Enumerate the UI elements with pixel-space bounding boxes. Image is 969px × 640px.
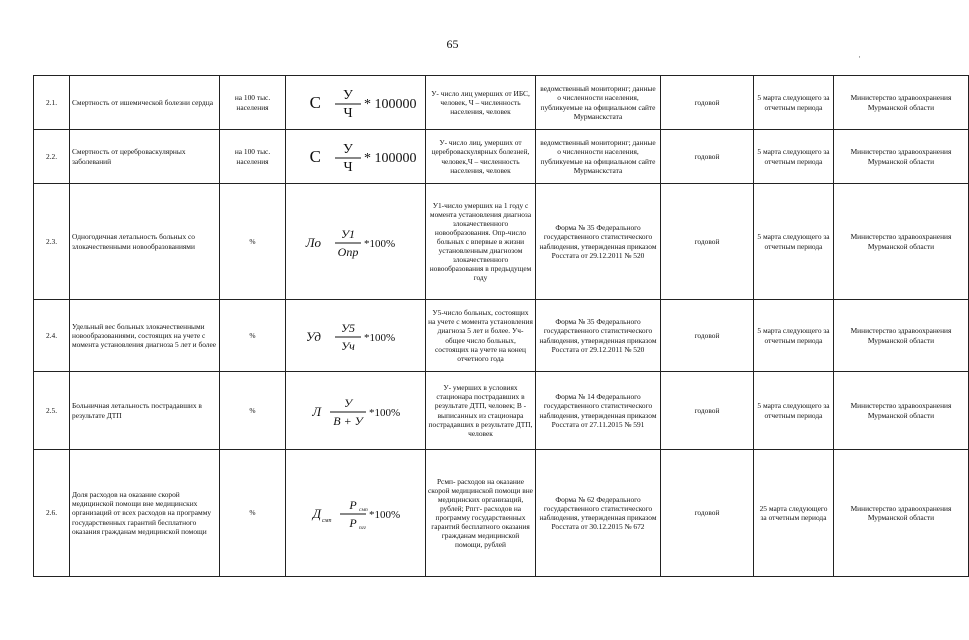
formula	[286, 130, 426, 184]
deadline: 5 марта следующего за отчетным периода	[754, 130, 834, 184]
frequency: годовой	[661, 450, 754, 577]
formula-text: В + У	[332, 413, 363, 428]
formula-text: Ч	[342, 159, 353, 175]
table-row	[34, 372, 969, 450]
formula-text: С	[309, 146, 321, 166]
formula-text: *100%	[368, 509, 400, 521]
responsible-body: Министерство здравоохранения Мурманской области	[834, 76, 969, 130]
indicator-name: Одногодичная летальность больных со злокачественными новообразованиями	[70, 184, 220, 300]
formula-text: *100%	[368, 406, 400, 419]
data-source: Форма № 62 Федерального государственного статистического наблюдения, утвержденная приказом Росстата от 30.12.2015 № 672	[536, 450, 661, 577]
frequency: годовой	[661, 300, 754, 372]
formula-graphic	[291, 81, 421, 125]
formula-description: У- число лиц умерших от ИБС, человек, Ч – численность населения, человек	[426, 76, 536, 130]
formula-text: Опр	[337, 244, 358, 259]
formula-text: Д	[312, 506, 321, 521]
table-row	[34, 184, 969, 300]
page-mark: ·	[858, 52, 861, 62]
frequency: годовой	[661, 372, 754, 450]
responsible-body: Министерство здравоохранения Мурманской области	[834, 184, 969, 300]
formula-text: Уд	[305, 328, 321, 344]
deadline: 5 марта следующего за отчетным периода	[754, 372, 834, 450]
data-source: ведомственный мониторинг; данные о численности населения, публикуемые на официальном сайте Мурманскстата	[536, 130, 661, 184]
data-source: ведомственный мониторинг; данные о численности населения, публикуемые на официальном сайте Мурманскстата	[536, 76, 661, 130]
deadline: 25 марта следующего за отчетным периода	[754, 450, 834, 577]
formula-text: смп	[321, 518, 331, 524]
row-number: 2.3.	[34, 184, 70, 300]
unit-of-measure: %	[220, 184, 286, 300]
responsible-body: Министерство здравоохранения Мурманской области	[834, 450, 969, 577]
formula-text: Р	[348, 498, 357, 512]
formula	[286, 372, 426, 450]
formula-text: * 100000	[363, 96, 416, 112]
row-number: 2.4.	[34, 300, 70, 372]
deadline: 5 марта следующего за отчетным периода	[754, 76, 834, 130]
unit-of-measure: %	[220, 372, 286, 450]
frequency: годовой	[661, 130, 754, 184]
formula-text: * 100000	[363, 150, 416, 166]
table-row	[34, 130, 969, 184]
unit-of-measure: на 100 тыс. населения	[220, 130, 286, 184]
row-number: 2.5.	[34, 372, 70, 450]
frequency: годовой	[661, 76, 754, 130]
frequency: годовой	[661, 184, 754, 300]
indicator-name: Доля расходов на оказание скорой медицинской помощи вне медицинских организаций от всех расходов на программу государственных гарантий бесплатного оказания гражданам медицинской помощи	[70, 450, 220, 577]
row-number: 2.1.	[34, 76, 70, 130]
data-source: Форма № 35 Федерального государственного статистического наблюдения, утвержденная приказом Росстата от 29.12.2011 № 520	[536, 300, 661, 372]
formula	[286, 184, 426, 300]
formula-description: У1-число умерших на 1 году с момента установления диагноза злокачественного новообразования. Опр-число больных с впервые в жизни установленным диагнозом злокачественного новообразования в предыдущем году	[426, 184, 536, 300]
unit-of-measure: %	[220, 450, 286, 577]
formula-description: У- число лиц, умерших от цереброваскулярных болезней, человек,Ч – численность населения, человек	[426, 130, 536, 184]
data-source: Форма № 14 Федерального государственного статистического наблюдения, утвержденная приказом Росстата от 27.11.2015 № 591	[536, 372, 661, 450]
responsible-body: Министерство здравоохранения Мурманской области	[834, 130, 969, 184]
unit-of-measure: %	[220, 300, 286, 372]
deadline: 5 марта следующего за отчетным периода	[754, 184, 834, 300]
formula-description: Рсмп- расходов на оказание скорой медицинской помощи вне медицинских организаций, рублей; Рпгг- расходов на программу государственных гарантий бесплатного оказания гражданам медицинской помощи, рублей	[426, 450, 536, 577]
formula-text: У	[342, 87, 353, 103]
indicator-name: Смертность от ишемической болезни сердца	[70, 76, 220, 130]
formula-text: У	[342, 141, 353, 157]
formula-graphic	[291, 135, 421, 179]
responsible-body: Министерство здравоохранения Мурманской области	[834, 372, 969, 450]
formula-text: смп	[358, 507, 368, 513]
formula-text: У1	[340, 226, 355, 241]
formula-text: У5	[340, 320, 355, 335]
table-row	[34, 450, 969, 577]
indicator-name: Больничная летальность пострадавших в результате ДТП	[70, 372, 220, 450]
data-source: Форма № 35 Федерального государственного статистического наблюдения, утвержденная приказом Росстата от 29.12.2011 № 520	[536, 184, 661, 300]
formula-text: С	[309, 92, 321, 112]
formula-graphic	[291, 220, 421, 264]
indicator-name: Смертность от цереброваскулярных заболеваний	[70, 130, 220, 184]
formula-graphic	[291, 389, 421, 433]
formula	[286, 450, 426, 577]
table-row	[34, 300, 969, 372]
indicator-name: Удельный вес больных злокачественными новообразованиями, состоящих на учете с момента установления диагноза 5 лет и более	[70, 300, 220, 372]
formula-graphic	[291, 314, 421, 358]
page-number: 65	[446, 37, 459, 51]
formula	[286, 76, 426, 130]
responsible-body: Министерство здравоохранения Мурманской области	[834, 300, 969, 372]
formula-description: У- умерших в условиях стационара пострадавших в результате ДТП, человек; В - выписанных из стационара пострадавших в результате ДТП, человек	[426, 372, 536, 450]
formula-text: *100%	[363, 331, 395, 344]
formula-text: пгг	[358, 525, 366, 531]
formula	[286, 300, 426, 372]
formula-text: Ло	[305, 234, 321, 250]
formula-description: У5-число больных, состоящих на учете с момента установления диагноза 5 лет и более. Уч-общее число больных, состоящих на учете на конец отчетного года	[426, 300, 536, 372]
formula-text: *100%	[363, 237, 395, 250]
unit-of-measure: на 100 тыс. населения	[220, 76, 286, 130]
indicators-table	[33, 75, 969, 577]
row-number: 2.2.	[34, 130, 70, 184]
formula-text: Л	[311, 403, 321, 419]
table-row	[34, 76, 969, 130]
formula-text: Ч	[342, 105, 353, 121]
deadline: 5 марта следующего за отчетным периода	[754, 300, 834, 372]
formula-graphic	[291, 491, 421, 535]
formula-text: У	[343, 395, 352, 410]
formula-text: Р	[348, 516, 357, 530]
formula-text: Уч	[340, 338, 355, 353]
row-number: 2.6.	[34, 450, 70, 577]
